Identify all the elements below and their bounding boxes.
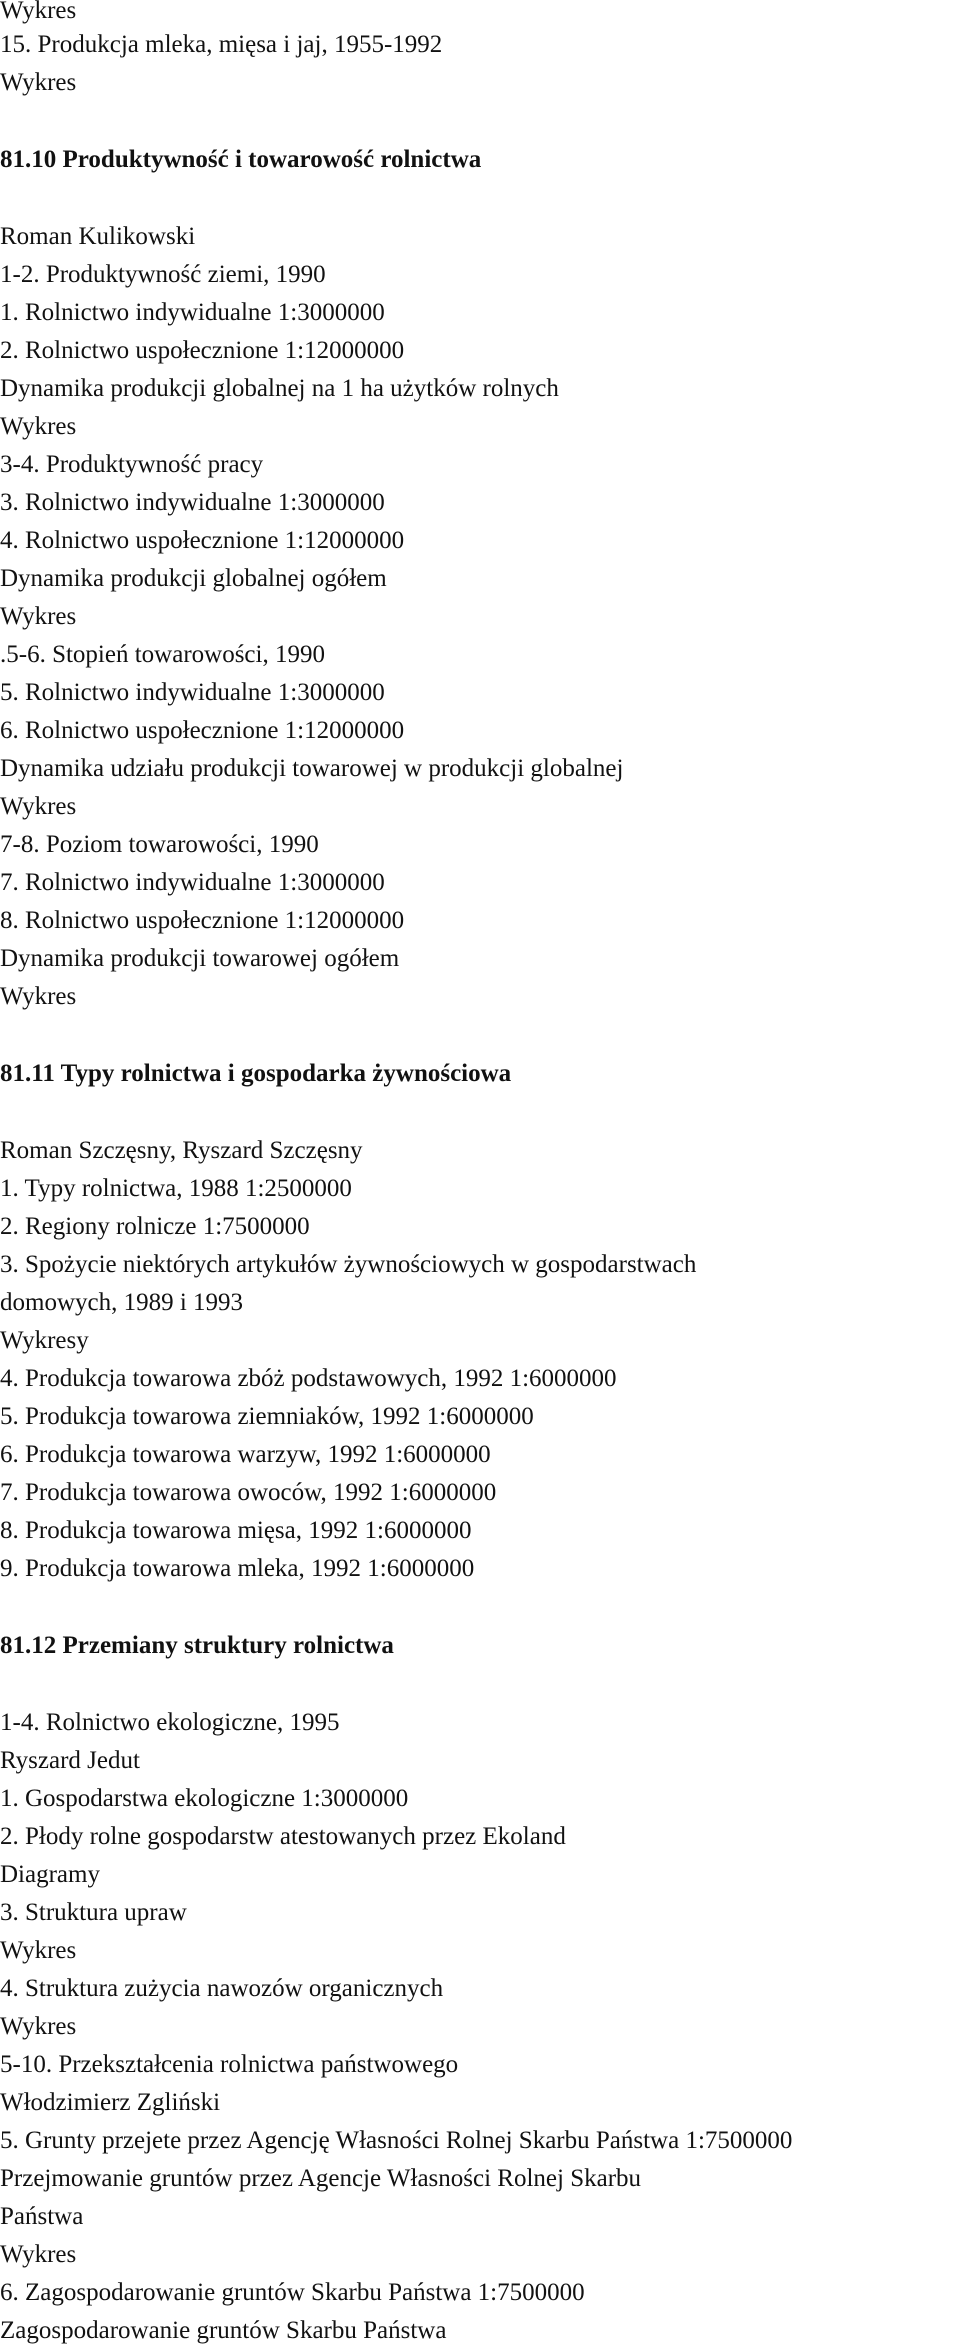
text-line: Wykres	[0, 1937, 77, 1964]
text-line: Wykres	[0, 603, 77, 630]
text-line: 1. Gospodarstwa ekologiczne 1:3000000	[0, 1785, 409, 1812]
text-line: Dynamika produkcji globalnej na 1 ha użytków rolnych	[0, 375, 559, 402]
text-line: Wykres	[0, 2013, 77, 2040]
text-line: Wykres	[0, 983, 77, 1010]
text-line: 1-2. Produktywność ziemi, 1990	[0, 261, 326, 288]
text-line: Wykres	[0, 413, 77, 440]
text-line: 3. Spożycie niektórych artykułów żywnościowych w gospodarstwach	[0, 1251, 697, 1278]
text-line: 1. Typy rolnictwa, 1988 1:2500000	[0, 1175, 352, 1202]
text-line: domowych, 1989 i 1993	[0, 1289, 244, 1316]
text-line: 1. Rolnictwo indywidualne 1:3000000	[0, 299, 385, 326]
text-line: Wykres	[0, 2241, 77, 2268]
text-line: 7-8. Poziom towarowości, 1990	[0, 831, 319, 858]
text-line: Diagramy	[0, 1861, 100, 1888]
text-line: 6. Zagospodarowanie gruntów Skarbu Państwa 1:7500000	[0, 2279, 585, 2306]
text-line: 5. Rolnictwo indywidualne 1:3000000	[0, 679, 385, 706]
text-line: Wykres	[0, 0, 77, 24]
section-heading: 81.11 Typy rolnictwa i gospodarka żywnościowa	[0, 1060, 512, 1087]
text-line: .5-6. Stopień towarowości, 1990	[0, 641, 325, 668]
text-line: 7. Rolnictwo indywidualne 1:3000000	[0, 869, 385, 896]
text-line: 7. Produkcja towarowa owoców, 1992 1:6000000	[0, 1479, 497, 1506]
text-line: 4. Produkcja towarowa zbóż podstawowych, 1992 1:6000000	[0, 1365, 617, 1392]
text-line: 2. Płody rolne gospodarstw atestowanych przez Ekoland	[0, 1823, 566, 1850]
text-line: Wykresy	[0, 1327, 89, 1354]
section-heading: 81.10 Produktywność i towarowość rolnictwa	[0, 146, 482, 173]
text-line: Wykres	[0, 793, 77, 820]
text-line: Roman Kulikowski	[0, 223, 196, 250]
text-line: 4. Struktura zużycia nawozów organicznych	[0, 1975, 444, 2002]
text-line: 6. Produkcja towarowa warzyw, 1992 1:6000000	[0, 1441, 491, 1468]
text-line: 5. Grunty przejete przez Agencję Własności Rolnej Skarbu Państwa 1:7500000	[0, 2127, 793, 2154]
text-line: 5. Produkcja towarowa ziemniaków, 1992 1:6000000	[0, 1403, 534, 1430]
text-line: 2. Regiony rolnicze 1:7500000	[0, 1213, 310, 1240]
text-line: Włodzimierz Zgliński	[0, 2089, 221, 2116]
text-line: Wykres	[0, 69, 77, 96]
text-line: 8. Produkcja towarowa mięsa, 1992 1:6000000	[0, 1517, 472, 1544]
text-line: 3. Struktura upraw	[0, 1899, 187, 1926]
text-line: 8. Rolnictwo uspołecznione 1:12000000	[0, 907, 405, 934]
text-line: 15. Produkcja mleka, mięsa i jaj, 1955-1992	[0, 31, 443, 58]
text-line: Dynamika produkcji globalnej ogółem	[0, 565, 387, 592]
text-line: 1-4. Rolnictwo ekologiczne, 1995	[0, 1709, 340, 1736]
text-line: 4. Rolnictwo uspołecznione 1:12000000	[0, 527, 405, 554]
text-line: Ryszard Jedut	[0, 1747, 140, 1774]
text-line: 9. Produkcja towarowa mleka, 1992 1:6000000	[0, 1555, 475, 1582]
text-line: Roman Szczęsny, Ryszard Szczęsny	[0, 1137, 363, 1164]
text-line: Dynamika produkcji towarowej ogółem	[0, 945, 400, 972]
text-line: 5-10. Przekształcenia rolnictwa państwowego	[0, 2051, 459, 2078]
text-line: Państwa	[0, 2203, 84, 2230]
text-line: Przejmowanie gruntów przez Agencje Własności Rolnej Skarbu	[0, 2165, 642, 2192]
text-line: 2. Rolnictwo uspołecznione 1:12000000	[0, 337, 405, 364]
text-line: 3-4. Produktywność pracy	[0, 451, 264, 478]
text-line: 6. Rolnictwo uspołecznione 1:12000000	[0, 717, 405, 744]
text-line: Dynamika udziału produkcji towarowej w produkcji globalnej	[0, 755, 624, 782]
section-heading: 81.12 Przemiany struktury rolnictwa	[0, 1632, 394, 1659]
text-line: 3. Rolnictwo indywidualne 1:3000000	[0, 489, 385, 516]
text-line: Zagospodarowanie gruntów Skarbu Państwa	[0, 2317, 447, 2344]
